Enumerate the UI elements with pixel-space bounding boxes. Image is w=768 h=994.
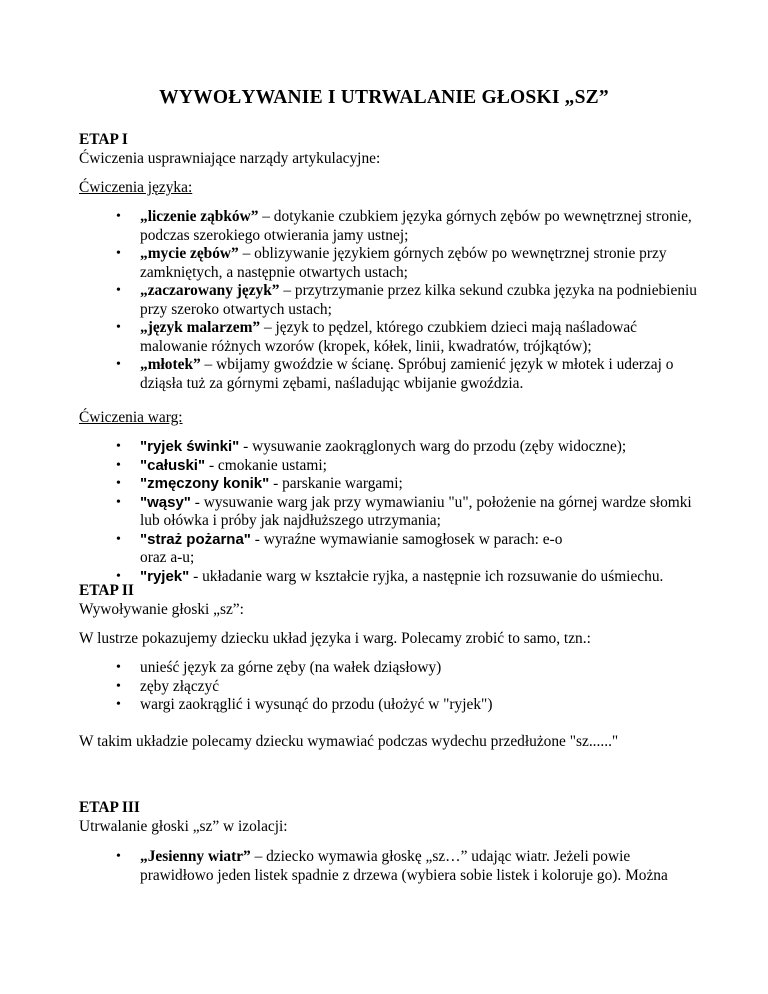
etap-2-intro: W lustrze pokazujemy dziecku układ języka i warg. Polecamy zrobić to samo, tzn.: [79,630,591,647]
etap-2-heading: ETAP II [79,582,134,599]
item-description: - wysuwanie warg jak przy wymawianiu "u", położenie na górnej wardze słomki lub ołówka i próby jak najdłuższego utrzymania; [140,493,692,529]
etap-2-outro-wrap [79,733,704,752]
etap-2-list [79,659,704,715]
lip-exercises-list [79,438,704,586]
page-title: WYWOŁYWANIE I UTRWALANIE GŁOSKI „SZ” [159,87,609,108]
list-item [79,319,704,356]
etap-1-heading: ETAP I [79,131,128,148]
etap-2-intro-wrap [79,630,704,649]
item-term: „zaczarowany język” [140,282,280,299]
item-description: - parskanie wargami; [269,475,403,492]
list-item [79,457,704,476]
item-description: – dziecko wymawia głoskę „sz…” udając wiatr. Jeżeli powie prawidłowo jeden listek spadnie z drzewa (wybiera sobie listek i koloruje go). Można [140,848,668,884]
list-item: • wargi zaokrąglić i wysunąć do przodu (ułożyć w "ryjek") [79,696,704,715]
list-item [79,208,704,245]
list-item [79,356,704,393]
list-item [79,531,704,568]
etap-3-subheading: Utrwalanie głoski „sz” w izolacji: [79,817,288,835]
list-item [79,475,704,494]
list-item [79,245,704,282]
etap-1-section [79,131,704,168]
item-term: "ryjek świnki" [140,438,240,455]
item-term: „Jesienny wiatr” [140,848,251,865]
item-description: - wysuwanie zaokrąglonych warg do przodu (zęby widoczne); [239,438,627,455]
item-description: – wbijamy gwoździe w ścianę. Spróbuj zamienić język w młotek i uderzaj o dziąsła tuż za górnymi zębami, naśladując wbijanie gwoździa. [140,356,674,392]
list-item [79,438,704,457]
item-description: – język to pędzel, którego czubkiem dzieci mają naśladować malowanie różnych wzorów (kropek, kółek, linii, kwadratów, trójkątów); [140,319,638,355]
item-term: "ryjek" [140,567,190,585]
item-term: "straż pożarna" [140,530,251,548]
item-term: „język malarzem” [140,319,261,336]
item-term: „liczenie ząbków” [140,208,259,225]
item-description: – dotykanie czubkiem języka górnych zębów po wewnętrznej stronie, podczas szerokiego otwierania jamy ustnej; [140,208,692,244]
list-item: • unieść język za górne zęby (na wałek dziąsłowy) [79,659,704,678]
item-description-continued: oraz a-u; [140,549,195,566]
etap-3-heading: ETAP III [79,799,140,816]
etap-2-outro: W takim układzie polecamy dziecku wymawiać podczas wydechu przedłużone "sz......" [79,733,619,750]
list-item [79,848,704,885]
list-item [79,494,704,531]
etap-2-list-wrap [79,659,704,715]
tongue-exercises-label: Ćwiczenia języka: [79,179,193,196]
item-description: - cmokanie ustami; [205,456,327,474]
tongue-exercises [79,179,704,198]
item-term: "wąsy" [140,493,191,511]
etap-3-list-wrap [79,848,704,885]
item-term: "zmęczony konik" [140,475,270,492]
etap-3-list [79,848,704,885]
etap-1-subheading: Ćwiczenia usprawniające narządy artykulacyjne: [79,149,381,167]
etap-3-section [79,799,704,836]
item-description: - wyraźne wymawianie samogłosek w parach: e-o [250,530,563,548]
lip-exercises-label: Ćwiczenia warg: [79,409,183,426]
item-term: „młotek” [140,356,201,373]
list-item: • zęby złączyć [79,678,704,697]
tongue-exercises-list [79,208,704,393]
etap-2-section [79,582,704,619]
item-description: – przytrzymanie przez kilka sekund czubka języka na podniebieniu przy szeroko otwartych ustach; [140,282,698,318]
item-description: – oblizywanie językiem górnych zębów po wewnętrznej stronie przy zamkniętych, a następnie otwartych ustach; [140,245,667,281]
item-description: - układanie warg w kształcie ryjka, a następnie ich rozsuwanie do uśmiechu. [189,567,664,585]
item-term: "całuski" [140,456,206,474]
list-item [79,282,704,319]
lip-exercises [79,409,704,428]
item-term: „mycie zębów” [140,245,239,262]
tongue-exercises-list-wrap [79,208,704,393]
etap-2-subheading: Wywoływanie głoski „sz”: [79,600,244,618]
lip-exercises-list-wrap [79,438,704,586]
